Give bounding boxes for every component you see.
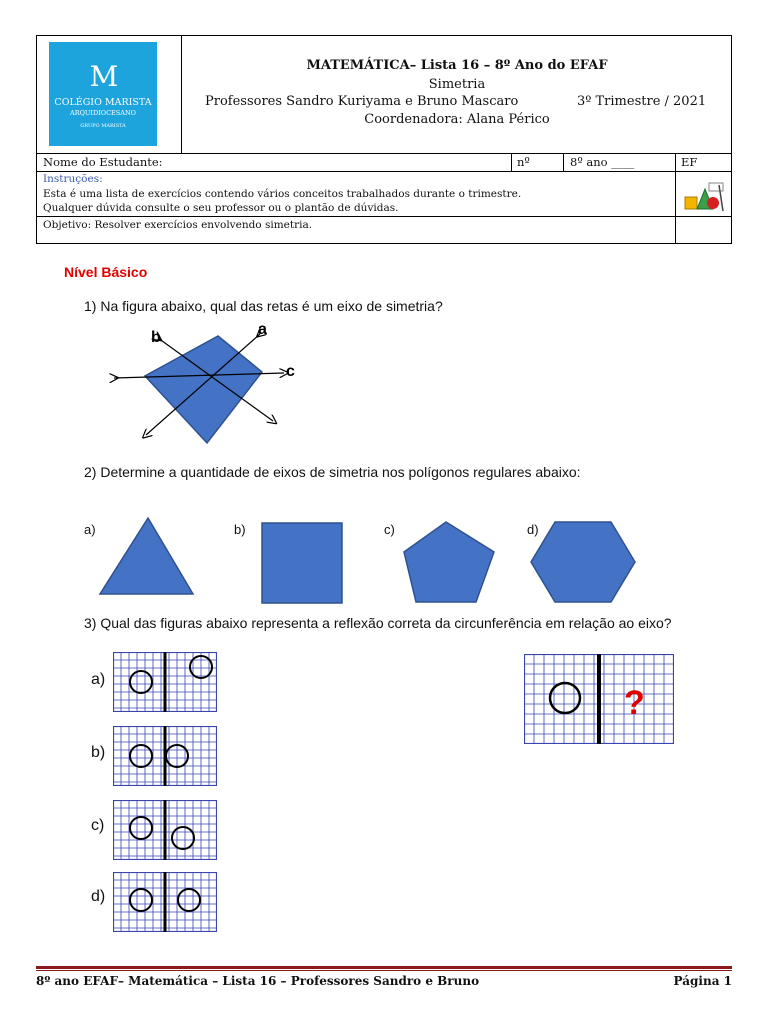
q2-option-b: b) [234,522,246,537]
math-tools-icon [683,181,727,215]
doc-subject: Simetria [428,77,486,92]
term: 3º Trimestre / 2021 [577,94,707,109]
label-b: b [151,329,161,346]
number-label: nº [517,155,530,169]
question-mark: ? [624,684,645,722]
grid-option-d [113,872,217,932]
q2-option-c: c) [384,522,395,537]
question-2-text: 2) Determine a quantidade de eixos de simetria nos polígonos regulares abaixo: [84,464,581,480]
footer-rule-thin [36,970,732,971]
question-3-text: 3) Qual das figuras abaixo representa a reflexão correta da circunferência em relação ao eixo? [84,615,672,631]
logo-monogram: M [89,60,117,93]
grid-option-c [113,800,217,860]
footer-left: 8º ano EFAF– Matemática – Lista 16 – Professores Sandro e Bruno [36,974,480,988]
coordinator: Coordenadora: Alana Périco [364,112,550,127]
teachers: Professores Sandro Kuriyama e Bruno Mascaro [205,94,519,109]
label-c: c [286,363,295,380]
q2-option-d: d) [527,522,539,537]
q1-quadrilateral [145,336,262,443]
footer-rule [36,966,732,969]
logo-line2: ARQUIDIOCESANO [70,109,136,117]
question-1-text: 1) Na figura abaixo, qual das retas é um eixo de simetria? [84,298,443,314]
triangle-shape [100,518,193,594]
logo-line3: GRUPO MARISTA [80,123,126,129]
instruction-1: Esta é uma lista de exercícios contendo vários conceitos trabalhados durante o trimestre. [43,188,522,200]
instructions-title: Instruções: [43,173,103,185]
pentagon-shape [404,522,494,602]
q3-option-c: c) [91,817,105,834]
page-number: Página 1 [673,974,732,988]
q1-figure [100,318,310,448]
label-a: a [258,321,267,338]
header-table [36,35,732,244]
school-logo [49,42,157,146]
grid-option-b [113,726,217,786]
reference-grid [524,654,674,744]
q2-option-a: a) [84,522,96,537]
square-shape [262,523,342,603]
section-title: Nível Básico [64,264,148,280]
grade-label: 8º ano ____ [570,155,635,169]
logo-line1: COLÉGIO MARISTA [54,97,152,108]
footer [36,974,732,988]
doc-title: MATEMÁTICA– Lista 16 – 8º Ano do EFAF [306,58,608,73]
q3-option-b: b) [91,744,106,761]
q2-polygons [90,510,650,610]
q3-option-d: d) [91,888,106,905]
level-label: EF [681,155,698,169]
q3-option-a: a) [91,671,106,688]
student-name-label: Nome do Estudante: [43,155,163,169]
instruction-2: Qualquer dúvida consulte o seu professor ou o plantão de dúvidas. [43,202,399,214]
hexagon-shape [531,522,635,602]
grid-option-a [113,652,217,712]
objective: Objetivo: Resolver exercícios envolvendo simetria. [43,219,313,231]
